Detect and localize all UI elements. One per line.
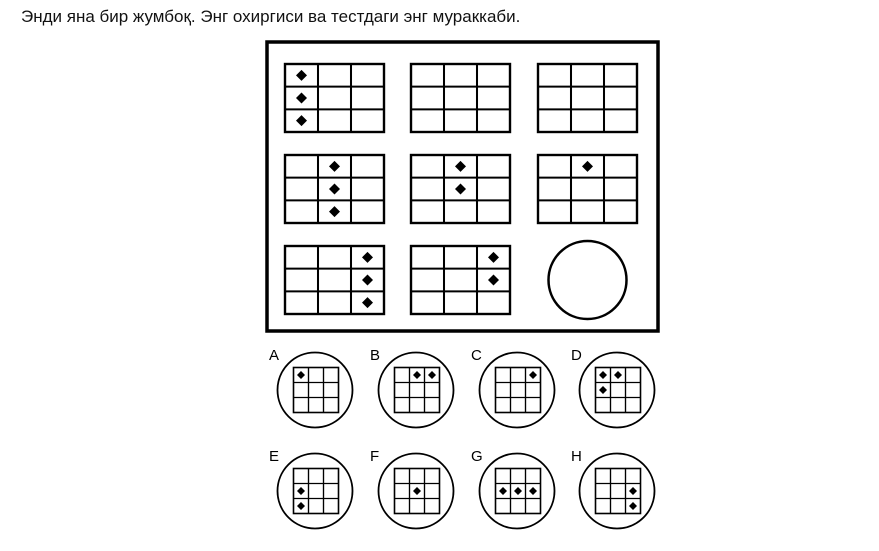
option-a[interactable] bbox=[269, 347, 353, 428]
diamond-marker bbox=[296, 115, 307, 126]
diamond-marker bbox=[582, 161, 593, 172]
matrix-cell-r2c3 bbox=[538, 155, 637, 223]
missing-answer-circle bbox=[549, 241, 627, 319]
option-label: F bbox=[370, 448, 380, 465]
diamond-marker bbox=[455, 161, 466, 172]
matrix-cell-r3c1 bbox=[285, 246, 384, 314]
diamond-marker bbox=[296, 93, 307, 104]
matrix-cell-r1c1 bbox=[285, 64, 384, 132]
diamond-marker bbox=[329, 184, 340, 195]
diamond-marker bbox=[488, 275, 499, 286]
option-d[interactable] bbox=[571, 347, 655, 428]
diamond-marker bbox=[455, 184, 466, 195]
matrix-cell-r2c1 bbox=[285, 155, 384, 223]
diamond-marker bbox=[329, 161, 340, 172]
option-h[interactable] bbox=[571, 448, 655, 529]
puzzle-matrix bbox=[285, 64, 637, 319]
option-label: C bbox=[471, 347, 482, 364]
answer-options bbox=[269, 347, 655, 529]
option-b[interactable] bbox=[370, 347, 454, 428]
matrix-cell-r1c3 bbox=[538, 64, 637, 132]
diamond-marker bbox=[296, 70, 307, 81]
option-e[interactable] bbox=[269, 448, 353, 529]
diamond-marker bbox=[362, 275, 373, 286]
option-label: H bbox=[571, 448, 582, 465]
instruction-text: Энди яна бир жумбоқ. Энг охиргиси ва тестдаги энг мураккаби. bbox=[21, 7, 521, 26]
matrix-cell-r2c2 bbox=[411, 155, 510, 223]
option-label: B bbox=[370, 347, 381, 364]
diamond-marker bbox=[488, 252, 499, 263]
matrix-cell-r3c2 bbox=[411, 246, 510, 314]
option-label: G bbox=[471, 448, 483, 465]
option-label: A bbox=[269, 347, 280, 364]
option-label: E bbox=[269, 448, 280, 465]
option-f[interactable] bbox=[370, 448, 454, 529]
option-label: D bbox=[571, 347, 582, 364]
diamond-marker bbox=[362, 297, 373, 308]
diamond-marker bbox=[329, 206, 340, 217]
diamond-marker bbox=[362, 252, 373, 263]
option-c[interactable] bbox=[471, 347, 555, 428]
option-g[interactable] bbox=[471, 448, 555, 529]
matrix-cell-r1c2 bbox=[411, 64, 510, 132]
